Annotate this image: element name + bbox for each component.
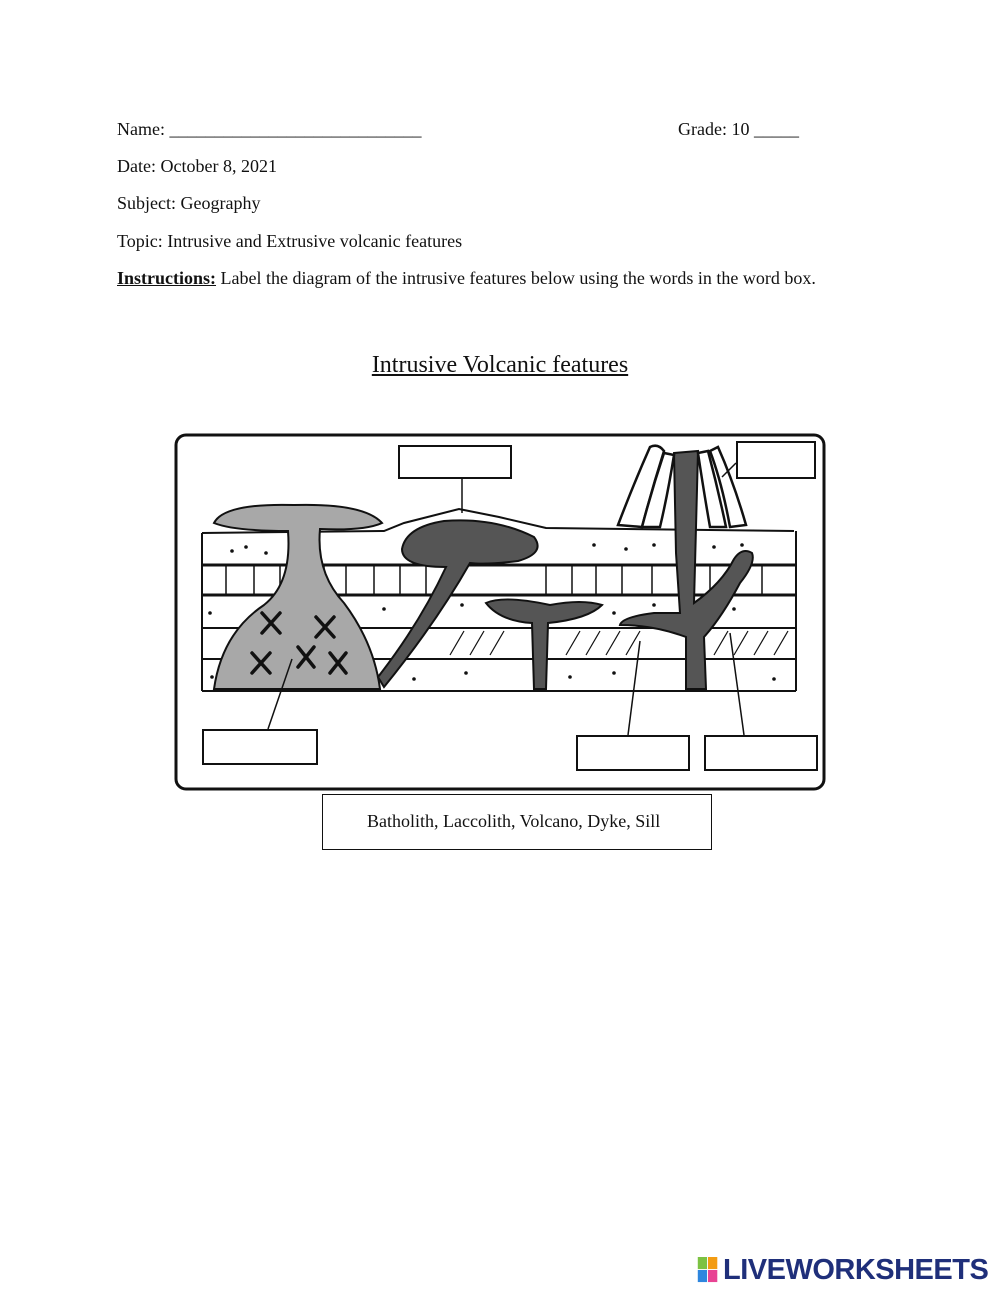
instructions-text: Label the diagram of the intrusive features below using the words in the word box. bbox=[216, 268, 816, 288]
instructions-line bbox=[117, 267, 816, 289]
topic-line: Topic: Intrusive and Extrusive volcanic features bbox=[117, 231, 463, 251]
grade-label: Grade: 10 bbox=[678, 119, 750, 139]
liveworksheets-logo-icon bbox=[697, 1257, 719, 1283]
diagram-title: Intrusive Volcanic features bbox=[371, 352, 629, 378]
date-line: Date: October 8, 2021 bbox=[117, 156, 277, 176]
liveworksheets-brand bbox=[697, 1254, 988, 1286]
grade-field-line bbox=[678, 118, 799, 140]
word-box: Batholith, Laccolith, Volcano, Dyke, Sill bbox=[322, 794, 712, 850]
grade-blank[interactable]: _____ bbox=[753, 119, 799, 139]
name-blank[interactable]: ____________________________ bbox=[169, 119, 422, 139]
name-field-line bbox=[117, 118, 421, 140]
answer-box-laccolith[interactable] bbox=[398, 445, 512, 479]
answer-box-dyke[interactable] bbox=[704, 735, 818, 771]
subject-line: Subject: Geography bbox=[117, 193, 261, 213]
instructions-label: Instructions: bbox=[117, 268, 217, 288]
answer-box-batholith[interactable] bbox=[202, 729, 318, 765]
answer-box-sill[interactable] bbox=[576, 735, 690, 771]
answer-box-volcano[interactable] bbox=[736, 441, 816, 479]
volcanic-features-diagram bbox=[174, 433, 826, 793]
name-label: Name: bbox=[117, 119, 165, 139]
brand-name: LIVEWORKSHEETS bbox=[723, 1253, 989, 1286]
